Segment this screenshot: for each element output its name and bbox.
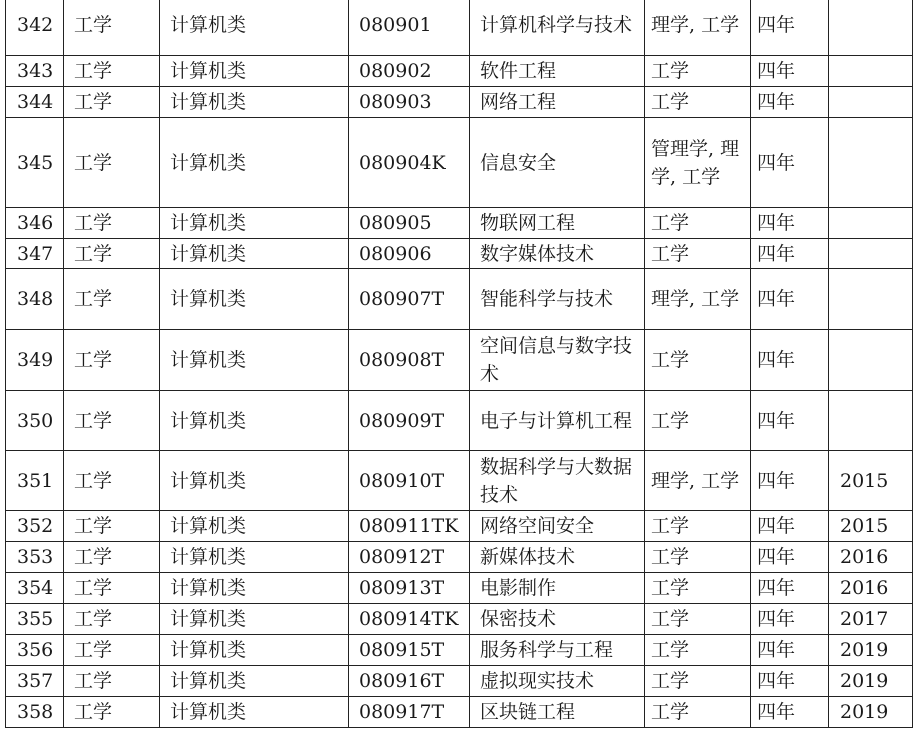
cell-duration: 四年 [751, 56, 829, 87]
cell-class: 计算机类 [160, 56, 349, 87]
cell-major: 虚拟现实技术 [470, 666, 645, 697]
table-row [6, 56, 913, 87]
cell-code: 080904K [349, 118, 470, 208]
cell-category: 工学 [64, 511, 160, 542]
cell-class: 计算机类 [160, 542, 349, 573]
cell-duration: 四年 [751, 330, 829, 391]
majors-table [5, 0, 913, 728]
cell-major: 服务科学与工程 [470, 635, 645, 666]
cell-major: 软件工程 [470, 56, 645, 87]
cell-code: 080917T [349, 697, 470, 728]
cell-code: 080908T [349, 330, 470, 391]
cell-category: 工学 [64, 118, 160, 208]
cell-year [829, 269, 913, 330]
cell-major: 网络工程 [470, 87, 645, 118]
table-row [6, 87, 913, 118]
cell-code: 080916T [349, 666, 470, 697]
cell-year [829, 239, 913, 269]
cell-degree: 工学 [645, 239, 751, 269]
table-row [6, 697, 913, 728]
cell-class: 计算机类 [160, 330, 349, 391]
cell-year [829, 208, 913, 239]
cell-number: 354 [6, 573, 64, 604]
table-row [6, 511, 913, 542]
cell-year: 2015 [829, 511, 913, 542]
table-row [6, 604, 913, 635]
cell-degree: 工学 [645, 208, 751, 239]
cell-category: 工学 [64, 330, 160, 391]
cell-degree: 工学 [645, 511, 751, 542]
cell-year [829, 56, 913, 87]
cell-category: 工学 [64, 542, 160, 573]
table-row [6, 269, 913, 330]
cell-class: 计算机类 [160, 239, 349, 269]
cell-class: 计算机类 [160, 666, 349, 697]
cell-year [829, 330, 913, 391]
cell-code: 080905 [349, 208, 470, 239]
cell-code: 080913T [349, 573, 470, 604]
cell-year [829, 391, 913, 451]
cell-number: 351 [6, 451, 64, 511]
cell-code: 080914TK [349, 604, 470, 635]
cell-major: 网络空间安全 [470, 511, 645, 542]
cell-year: 2016 [829, 573, 913, 604]
cell-category: 工学 [64, 697, 160, 728]
cell-number: 343 [6, 56, 64, 87]
table-row [6, 451, 913, 511]
cell-duration: 四年 [751, 635, 829, 666]
cell-degree: 理学, 工学 [645, 269, 751, 330]
cell-year [829, 87, 913, 118]
cell-major: 电子与计算机工程 [470, 391, 645, 451]
cell-duration: 四年 [751, 118, 829, 208]
cell-degree: 工学 [645, 635, 751, 666]
cell-number: 358 [6, 697, 64, 728]
table-row [6, 0, 913, 56]
table-row [6, 573, 913, 604]
cell-major: 信息安全 [470, 118, 645, 208]
table-row [6, 118, 913, 208]
cell-year [829, 0, 913, 56]
cell-duration: 四年 [751, 269, 829, 330]
cell-major: 新媒体技术 [470, 542, 645, 573]
cell-class: 计算机类 [160, 511, 349, 542]
cell-degree: 工学 [645, 56, 751, 87]
cell-category: 工学 [64, 635, 160, 666]
cell-category: 工学 [64, 208, 160, 239]
cell-year: 2019 [829, 666, 913, 697]
cell-category: 工学 [64, 0, 160, 56]
cell-duration: 四年 [751, 208, 829, 239]
cell-degree: 工学 [645, 542, 751, 573]
cell-number: 342 [6, 0, 64, 56]
cell-duration: 四年 [751, 511, 829, 542]
cell-class: 计算机类 [160, 118, 349, 208]
cell-degree: 理学, 工学 [645, 451, 751, 511]
cell-code: 080902 [349, 56, 470, 87]
cell-code: 080910T [349, 451, 470, 511]
cell-degree: 工学 [645, 87, 751, 118]
cell-major: 空间信息与数字技术 [470, 330, 645, 391]
table-row [6, 208, 913, 239]
cell-code: 080911TK [349, 511, 470, 542]
cell-class: 计算机类 [160, 87, 349, 118]
cell-year: 2015 [829, 451, 913, 511]
cell-number: 347 [6, 239, 64, 269]
cell-code: 080906 [349, 239, 470, 269]
cell-duration: 四年 [751, 0, 829, 56]
cell-number: 353 [6, 542, 64, 573]
cell-number: 357 [6, 666, 64, 697]
cell-code: 080907T [349, 269, 470, 330]
cell-year: 2017 [829, 604, 913, 635]
cell-code: 080909T [349, 391, 470, 451]
table-row [6, 635, 913, 666]
cell-class: 计算机类 [160, 391, 349, 451]
cell-category: 工学 [64, 666, 160, 697]
cell-category: 工学 [64, 391, 160, 451]
cell-major: 计算机科学与技术 [470, 0, 645, 56]
cell-duration: 四年 [751, 239, 829, 269]
cell-class: 计算机类 [160, 208, 349, 239]
cell-year: 2019 [829, 697, 913, 728]
cell-degree: 管理学, 理学, 工学 [645, 118, 751, 208]
cell-class: 计算机类 [160, 573, 349, 604]
cell-class: 计算机类 [160, 604, 349, 635]
cell-major: 保密技术 [470, 604, 645, 635]
cell-category: 工学 [64, 269, 160, 330]
cell-number: 346 [6, 208, 64, 239]
cell-number: 352 [6, 511, 64, 542]
cell-code: 080903 [349, 87, 470, 118]
cell-major: 数字媒体技术 [470, 239, 645, 269]
cell-number: 345 [6, 118, 64, 208]
cell-major: 区块链工程 [470, 697, 645, 728]
cell-category: 工学 [64, 451, 160, 511]
cell-class: 计算机类 [160, 269, 349, 330]
cell-category: 工学 [64, 573, 160, 604]
cell-number: 344 [6, 87, 64, 118]
cell-major: 电影制作 [470, 573, 645, 604]
cell-degree: 工学 [645, 666, 751, 697]
cell-category: 工学 [64, 87, 160, 118]
cell-number: 350 [6, 391, 64, 451]
table-row [6, 330, 913, 391]
cell-degree: 工学 [645, 391, 751, 451]
majors-table-body [6, 0, 913, 728]
cell-year [829, 118, 913, 208]
cell-year: 2019 [829, 635, 913, 666]
cell-category: 工学 [64, 239, 160, 269]
cell-class: 计算机类 [160, 635, 349, 666]
cell-degree: 工学 [645, 330, 751, 391]
cell-duration: 四年 [751, 697, 829, 728]
cell-class: 计算机类 [160, 0, 349, 56]
cell-degree: 工学 [645, 697, 751, 728]
cell-category: 工学 [64, 604, 160, 635]
cell-duration: 四年 [751, 451, 829, 511]
table-row [6, 542, 913, 573]
cell-duration: 四年 [751, 87, 829, 118]
cell-duration: 四年 [751, 604, 829, 635]
cell-class: 计算机类 [160, 697, 349, 728]
cell-code: 080912T [349, 542, 470, 573]
cell-duration: 四年 [751, 666, 829, 697]
table-row [6, 391, 913, 451]
cell-major: 数据科学与大数据技术 [470, 451, 645, 511]
cell-degree: 工学 [645, 604, 751, 635]
table-row [6, 239, 913, 269]
cell-category: 工学 [64, 56, 160, 87]
cell-duration: 四年 [751, 391, 829, 451]
cell-duration: 四年 [751, 573, 829, 604]
cell-major: 智能科学与技术 [470, 269, 645, 330]
cell-number: 356 [6, 635, 64, 666]
cell-class: 计算机类 [160, 451, 349, 511]
cell-code: 080915T [349, 635, 470, 666]
cell-year: 2016 [829, 542, 913, 573]
cell-number: 348 [6, 269, 64, 330]
cell-number: 349 [6, 330, 64, 391]
cell-degree: 理学, 工学 [645, 0, 751, 56]
cell-number: 355 [6, 604, 64, 635]
cell-degree: 工学 [645, 573, 751, 604]
cell-duration: 四年 [751, 542, 829, 573]
cell-code: 080901 [349, 0, 470, 56]
cell-major: 物联网工程 [470, 208, 645, 239]
table-row [6, 666, 913, 697]
